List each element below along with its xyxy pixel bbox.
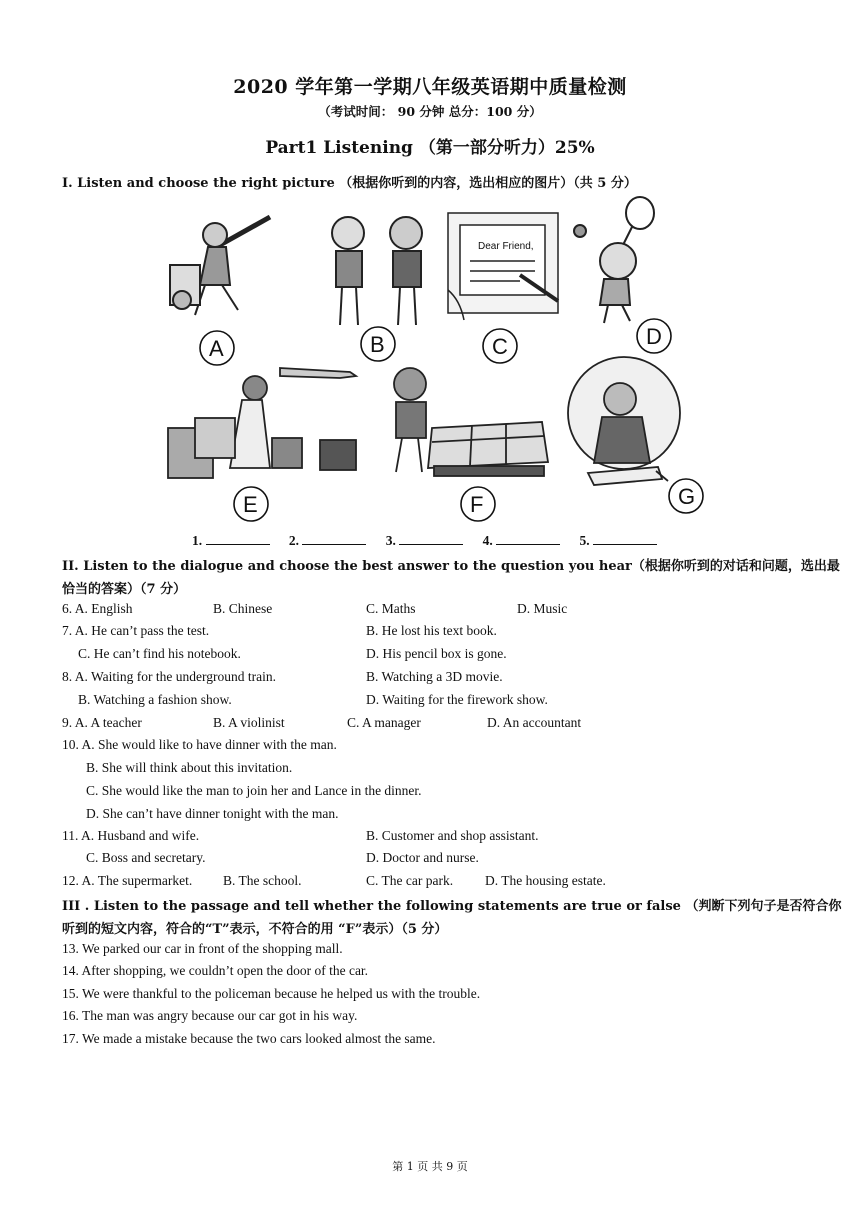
baseball-player-icon bbox=[170, 217, 270, 315]
picture-a bbox=[160, 205, 280, 375]
blank-label-1: 1. bbox=[192, 533, 203, 548]
q12-option-b: B. The school. bbox=[223, 873, 302, 888]
tennis-girl-icon bbox=[574, 197, 654, 323]
exam-title: 2020 学年第一学期八年级英语期中质量检测 bbox=[233, 76, 627, 98]
label-d: D bbox=[646, 324, 662, 349]
page-footer: 第 1 页 共 9 页 bbox=[392, 1160, 468, 1173]
blank-2[interactable] bbox=[302, 532, 366, 545]
blank-label-3: 3. bbox=[385, 533, 396, 548]
q6-option-c: C. Maths bbox=[366, 601, 416, 616]
blank-5[interactable] bbox=[593, 532, 657, 545]
two-boys-icon bbox=[332, 217, 422, 325]
statement-17: 17. We made a mistake because the two cars looked almost the same. bbox=[62, 1031, 436, 1046]
q10-option-a: 10. A. She would like to have dinner with the man. bbox=[62, 737, 337, 752]
q8-option-c: B. Watching a fashion show. bbox=[78, 692, 232, 707]
q12-option-a: 12. A. The supermarket. bbox=[62, 873, 193, 888]
label-g: G bbox=[678, 484, 696, 509]
q12-option-c: C. The car park. bbox=[366, 873, 454, 888]
q9-option-a: 9. A. A teacher bbox=[62, 715, 142, 730]
section2-title-line2: 恰当的答案）（7 分） bbox=[62, 582, 187, 597]
blank-3[interactable] bbox=[399, 532, 463, 545]
exam-subtitle: （考试时间： 90 分钟 总分：100 分） bbox=[318, 104, 542, 119]
q6-option-a: 6. A. English bbox=[62, 601, 133, 616]
q8-option-a: 8. A. Waiting for the underground train. bbox=[62, 669, 277, 684]
statement-15: 15. We were thankful to the policeman because he helped us with the trouble. bbox=[62, 986, 481, 1001]
letter-greeting: Dear Friend, bbox=[478, 241, 534, 252]
q9-option-c: C. A manager bbox=[347, 715, 421, 730]
q8-option-d: D. Waiting for the firework show. bbox=[366, 692, 548, 707]
label-b: B bbox=[370, 332, 385, 357]
q11-option-b: B. Customer and shop assistant. bbox=[366, 828, 539, 843]
q9-option-b: B. A violinist bbox=[213, 715, 285, 730]
picture-d bbox=[570, 195, 690, 365]
worried-woman-icon bbox=[568, 357, 680, 485]
picture-f bbox=[372, 362, 552, 528]
q10-option-b: B. She will think about this invitation. bbox=[86, 760, 293, 775]
boy-chess-icon bbox=[394, 368, 548, 476]
label-a: A bbox=[209, 336, 224, 361]
answer-blanks bbox=[192, 532, 673, 549]
q7-option-a: 7. A. He can’t pass the test. bbox=[62, 623, 210, 638]
blank-1[interactable] bbox=[206, 532, 270, 545]
blank-label-4: 4. bbox=[482, 533, 493, 548]
q7-option-b: B. He lost his text book. bbox=[366, 623, 497, 638]
letter-writing-icon bbox=[448, 213, 558, 320]
q10-option-c: C. She would like the man to join her and Lance in the dinner. bbox=[86, 783, 422, 798]
q11-option-c: C. Boss and secretary. bbox=[86, 850, 206, 865]
q11-option-a: 11. A. Husband and wife. bbox=[62, 828, 200, 843]
label-f: F bbox=[470, 492, 484, 517]
q12-option-d: D. The housing estate. bbox=[485, 873, 606, 888]
picture-b bbox=[318, 205, 438, 375]
picture-g bbox=[558, 355, 718, 525]
q7-option-c: C. He can’t find his notebook. bbox=[78, 646, 241, 661]
section3-title-line1: III . Listen to the passage and tell whether the following statements are true or false （判断下列句子是否符合你 bbox=[62, 899, 842, 914]
section3-title-line2: 听到的短文内容，符合的“T”表示，不符合的用 “F”表示）（5 分） bbox=[62, 922, 448, 937]
statement-13: 13. We parked our car in front of the shopping mall. bbox=[62, 941, 343, 956]
label-c: C bbox=[492, 334, 508, 359]
q9-option-d: D. An accountant bbox=[487, 715, 582, 730]
statement-16: 16. The man was angry because our car got in his way. bbox=[62, 1008, 358, 1023]
blank-label-5: 5. bbox=[579, 533, 590, 548]
q6-option-d: D. Music bbox=[517, 601, 568, 616]
traveler-luggage-icon bbox=[168, 368, 356, 478]
section1-title: I. Listen and choose the right picture （根据你听到的内容，选出相应的图片）（共 5 分） bbox=[62, 176, 637, 191]
picture-e bbox=[160, 358, 365, 528]
q8-option-b: B. Watching a 3D movie. bbox=[366, 669, 503, 684]
q11-option-d: D. Doctor and nurse. bbox=[366, 850, 479, 865]
statement-14: 14. After shopping, we couldn’t open the door of the car. bbox=[62, 963, 369, 978]
blank-4[interactable] bbox=[496, 532, 560, 545]
q10-option-d: D. She can’t have dinner tonight with the man. bbox=[86, 806, 339, 821]
q6-option-b: B. Chinese bbox=[213, 601, 273, 616]
section2-title-line1: II. Listen to the dialogue and choose the best answer to the question you hear（根据你听到的对话和问题，选出最 bbox=[62, 559, 840, 574]
blank-label-2: 2. bbox=[288, 533, 299, 548]
part-heading: Part1 Listening （第一部分听力）25% bbox=[265, 138, 595, 158]
picture-c bbox=[440, 205, 570, 375]
q7-option-d: D. His pencil box is gone. bbox=[366, 646, 507, 661]
label-e: E bbox=[243, 492, 258, 517]
